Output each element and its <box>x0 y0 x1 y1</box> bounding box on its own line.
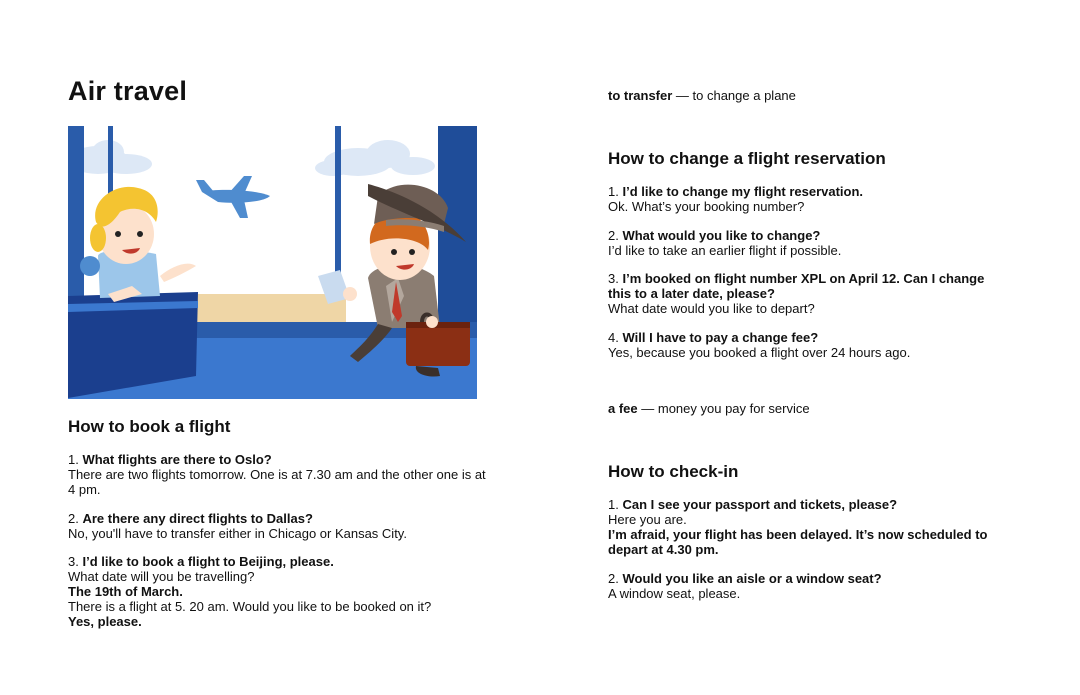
question: Will I have to pay a change fee? <box>622 330 819 345</box>
item-number: 1. <box>608 497 619 512</box>
term: a fee <box>608 401 638 416</box>
item-number: 1. <box>68 452 79 467</box>
checkin-heading: How to check-in <box>608 462 739 481</box>
change-item-2 <box>608 228 841 258</box>
question: I’m booked on flight number XPL on April 12. Can I change this to a later date, please? <box>608 271 985 301</box>
book-item-1 <box>68 452 488 497</box>
change-item-4 <box>608 330 910 360</box>
item-number: 2. <box>68 511 79 526</box>
book-item-2 <box>68 511 407 541</box>
change-heading: How to change a flight reservation <box>608 149 886 168</box>
answer: Ok. What’s your booking number? <box>608 199 805 214</box>
change-item-1 <box>608 184 863 214</box>
question: What flights are there to Oslo? <box>82 452 272 467</box>
answer: What date will you be travelling? <box>68 569 255 584</box>
question: The 19th of March. <box>68 584 183 599</box>
checkin-item-2 <box>608 571 882 601</box>
answer: There is a flight at 5. 20 am. Would you like to be booked on it? <box>68 599 432 614</box>
item-number: 2. <box>608 228 619 243</box>
definition-transfer <box>608 88 796 103</box>
definition-fee <box>608 401 810 416</box>
item-number: 3. <box>68 554 79 569</box>
answer: No, you'll have to transfer either in Chicago or Kansas City. <box>68 526 407 541</box>
answer: There are two flights tomorrow. One is at 7.30 am and the other one is at 4 pm. <box>68 467 486 497</box>
item-number: 2. <box>608 571 619 586</box>
item-number: 4. <box>608 330 619 345</box>
suitcase-icon <box>406 315 470 367</box>
question: Are there any direct flights to Dallas? <box>82 511 313 526</box>
item-number: 1. <box>608 184 619 199</box>
question: Can I see your passport and tickets, please? <box>622 497 898 512</box>
answer: A window seat, please. <box>608 586 741 601</box>
checkin-item-1 <box>608 497 1008 557</box>
airport-scene <box>68 126 477 399</box>
question: I’m afraid, your flight has been delayed. It’s now scheduled to depart at 4.30 pm. <box>608 527 988 557</box>
book-item-3 <box>68 554 431 629</box>
book-heading: How to book a flight <box>68 417 231 436</box>
answer: What date would you like to depart? <box>608 301 815 316</box>
question: I’d like to change my flight reservation. <box>622 184 864 199</box>
item-number: 3. <box>608 271 619 286</box>
meaning: — to change a plane <box>672 88 796 103</box>
page-title: Air travel <box>68 76 188 106</box>
answer: I’d like to take an earlier flight if possible. <box>608 243 842 258</box>
answer: Here you are. <box>608 512 687 527</box>
question: What would you like to change? <box>622 228 821 243</box>
question: I’d like to book a flight to Beijing, please. <box>82 554 334 569</box>
change-item-3 <box>608 271 1008 316</box>
question: Would you like an aisle or a window seat? <box>622 571 882 586</box>
meaning: — money you pay for service <box>637 401 810 416</box>
airport-illustration <box>68 126 477 399</box>
answer: Yes, because you booked a flight over 24 hours ago. <box>608 345 911 360</box>
question: Yes, please. <box>68 614 142 629</box>
term: to transfer <box>608 88 673 103</box>
